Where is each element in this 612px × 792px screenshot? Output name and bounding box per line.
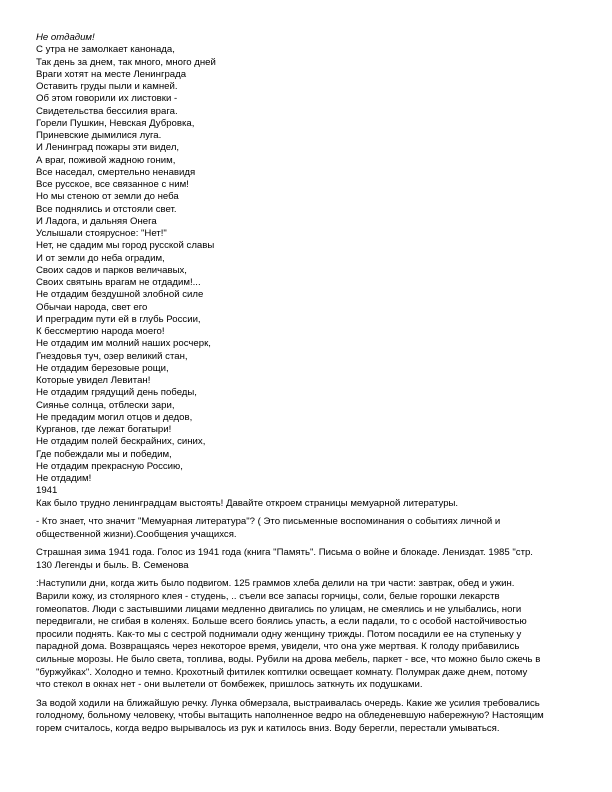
water-paragraph: За водой ходили на ближайшую речку. Лунка обмерзала, выстраивалась очередь. Какие же усилия требовались голодному, больному человеку, чтобы вытащить наполненное ведро на обледеневшую набережную? Настоящим горем считалось, когда ведро вырывалось из рук и катилось вниз. Воду берегли, перестали умываться.	[36, 697, 544, 734]
poem-line: Которые увидел Левитан!	[36, 375, 151, 386]
poem-line: И от земли до неба оградим,	[36, 252, 165, 264]
poem-line: Нет, не сдадим мы город русской славы	[36, 240, 215, 252]
poem-line: Не предадим могил отцов и дедов,	[36, 411, 193, 423]
poem-line: Сиянье солнца, отблески зари,	[36, 399, 175, 411]
poem-line: И Ленинград пожары эти видел,	[36, 142, 180, 154]
poem-line: Все поднялись и отстояли свет.	[36, 203, 177, 215]
poem-line: Не отдадим березовые рощи,	[36, 362, 169, 374]
poem-line: Где побеждали мы и победим,	[36, 448, 172, 460]
document-page	[36, 32, 584, 736]
poem-line: Враги хотят на месте Ленинграда	[36, 68, 187, 80]
memoir-paragraph: :Наступили дни, когда жить было подвигом. 125 граммов хлеба делили на три части: завтрак, обед и ужин. Варили кожу, из столярного клея - студень, .. съели все запасы горчицы, соли, белые горошки лекарств гомеопатов. Люди с застывшими лицами медленно двигались по улицам, не смеялись и не улыбались, ноги передвигали, не сгибая в коленях. Больше всего боялись упасть, а если падали, то с особой настойчивостью просили поднять. Как-то мы с сестрой поднимали одну женщину трижды. Потом посадили ее на ступеньку у парадной дома. Возвращаясь через некоторое время, увидели, что она уже мертвая. К голоду прибавились сильные морозы. Не было света, топлива, воды. Рубили на дрова мебель, паркет - все, что можно было сжечь в "буржуйках". Холодно и темно. Крохотный фитилек коптилки освещает комнату. Полумрак даже днем, потому что стекол в окнах нет - они вылетели от бомбежек, пришлось заткнуть их подушками.	[36, 578, 541, 691]
poem-title: Не отдадим!	[36, 32, 95, 43]
poem-line: И преградим пути ей в глубь России,	[36, 313, 201, 325]
poem-line: Все наседал, смертельно ненавидя	[36, 166, 196, 178]
poem-line: Свидетельства бессилия врага.	[36, 105, 178, 117]
poem-line: Все русское, все связанное с ним!	[36, 179, 189, 190]
poem-line: Об этом говорили их листовки -	[36, 93, 178, 105]
poem-year: 1941	[36, 485, 58, 497]
question-paragraph: - Кто знает, что значит "Мемуарная литература"? ( Это письменные воспоминания о событиях личной и общественной жизни).Сообщения учащихся.	[36, 516, 501, 540]
poem-line: Не отдадим полей бескрайних, синих,	[36, 436, 206, 448]
poem-line: Не отдадим грядущий день победы,	[36, 387, 197, 399]
poem-line: Своих садов и парков величавых,	[36, 264, 187, 276]
source-paragraph: Страшная зима 1941 года. Голос из 1941 года (книга "Память". Письма о войне и блокаде. Лениздат. 1985 "стр. 130 Легенды и быль. В. Семенова	[36, 547, 533, 571]
poem-line: Гнездовья туч, озер великий стан,	[36, 350, 188, 362]
poem-line: Не отдадим им молний наших росчерк,	[36, 338, 211, 350]
poem-line: К бессмертию народа моего!	[36, 326, 165, 337]
poem-line: Оставить груды пыли и камней.	[36, 81, 178, 92]
poem-line: Так день за днем, так много, много дней	[36, 56, 216, 68]
poem-line: С утра не замолкает канонада,	[36, 44, 175, 56]
poem-line: Курганов, где лежат богатыри!	[36, 424, 172, 435]
poem-line: А враг, поживой жадною гоним,	[36, 154, 176, 166]
poem-line: Приневские дымилися луга.	[36, 130, 162, 141]
poem-line: И Ладога, и дальняя Онега	[36, 215, 157, 227]
poem-line: Но мы стеною от земли до неба	[36, 191, 179, 203]
poem-line: Не отдадим прекрасную Россию,	[36, 460, 183, 472]
poem-line: Не отдадим!	[36, 473, 92, 484]
intro-paragraph: Как было трудно ленинградцам выстоять! Давайте откроем страницы мемуарной литературы.	[36, 497, 459, 509]
poem-line: Услышали стоярусное: "Нет!"	[36, 228, 167, 239]
poem-line: Горели Пушкин, Невская Дубровка,	[36, 117, 195, 129]
poem-line: Обычаи народа, свет его	[36, 301, 148, 313]
poem-body	[36, 44, 584, 485]
poem-line: Не отдадим бездушной злобной силе	[36, 289, 204, 301]
poem-line: Своих святынь врагам не отдадим!...	[36, 277, 201, 288]
